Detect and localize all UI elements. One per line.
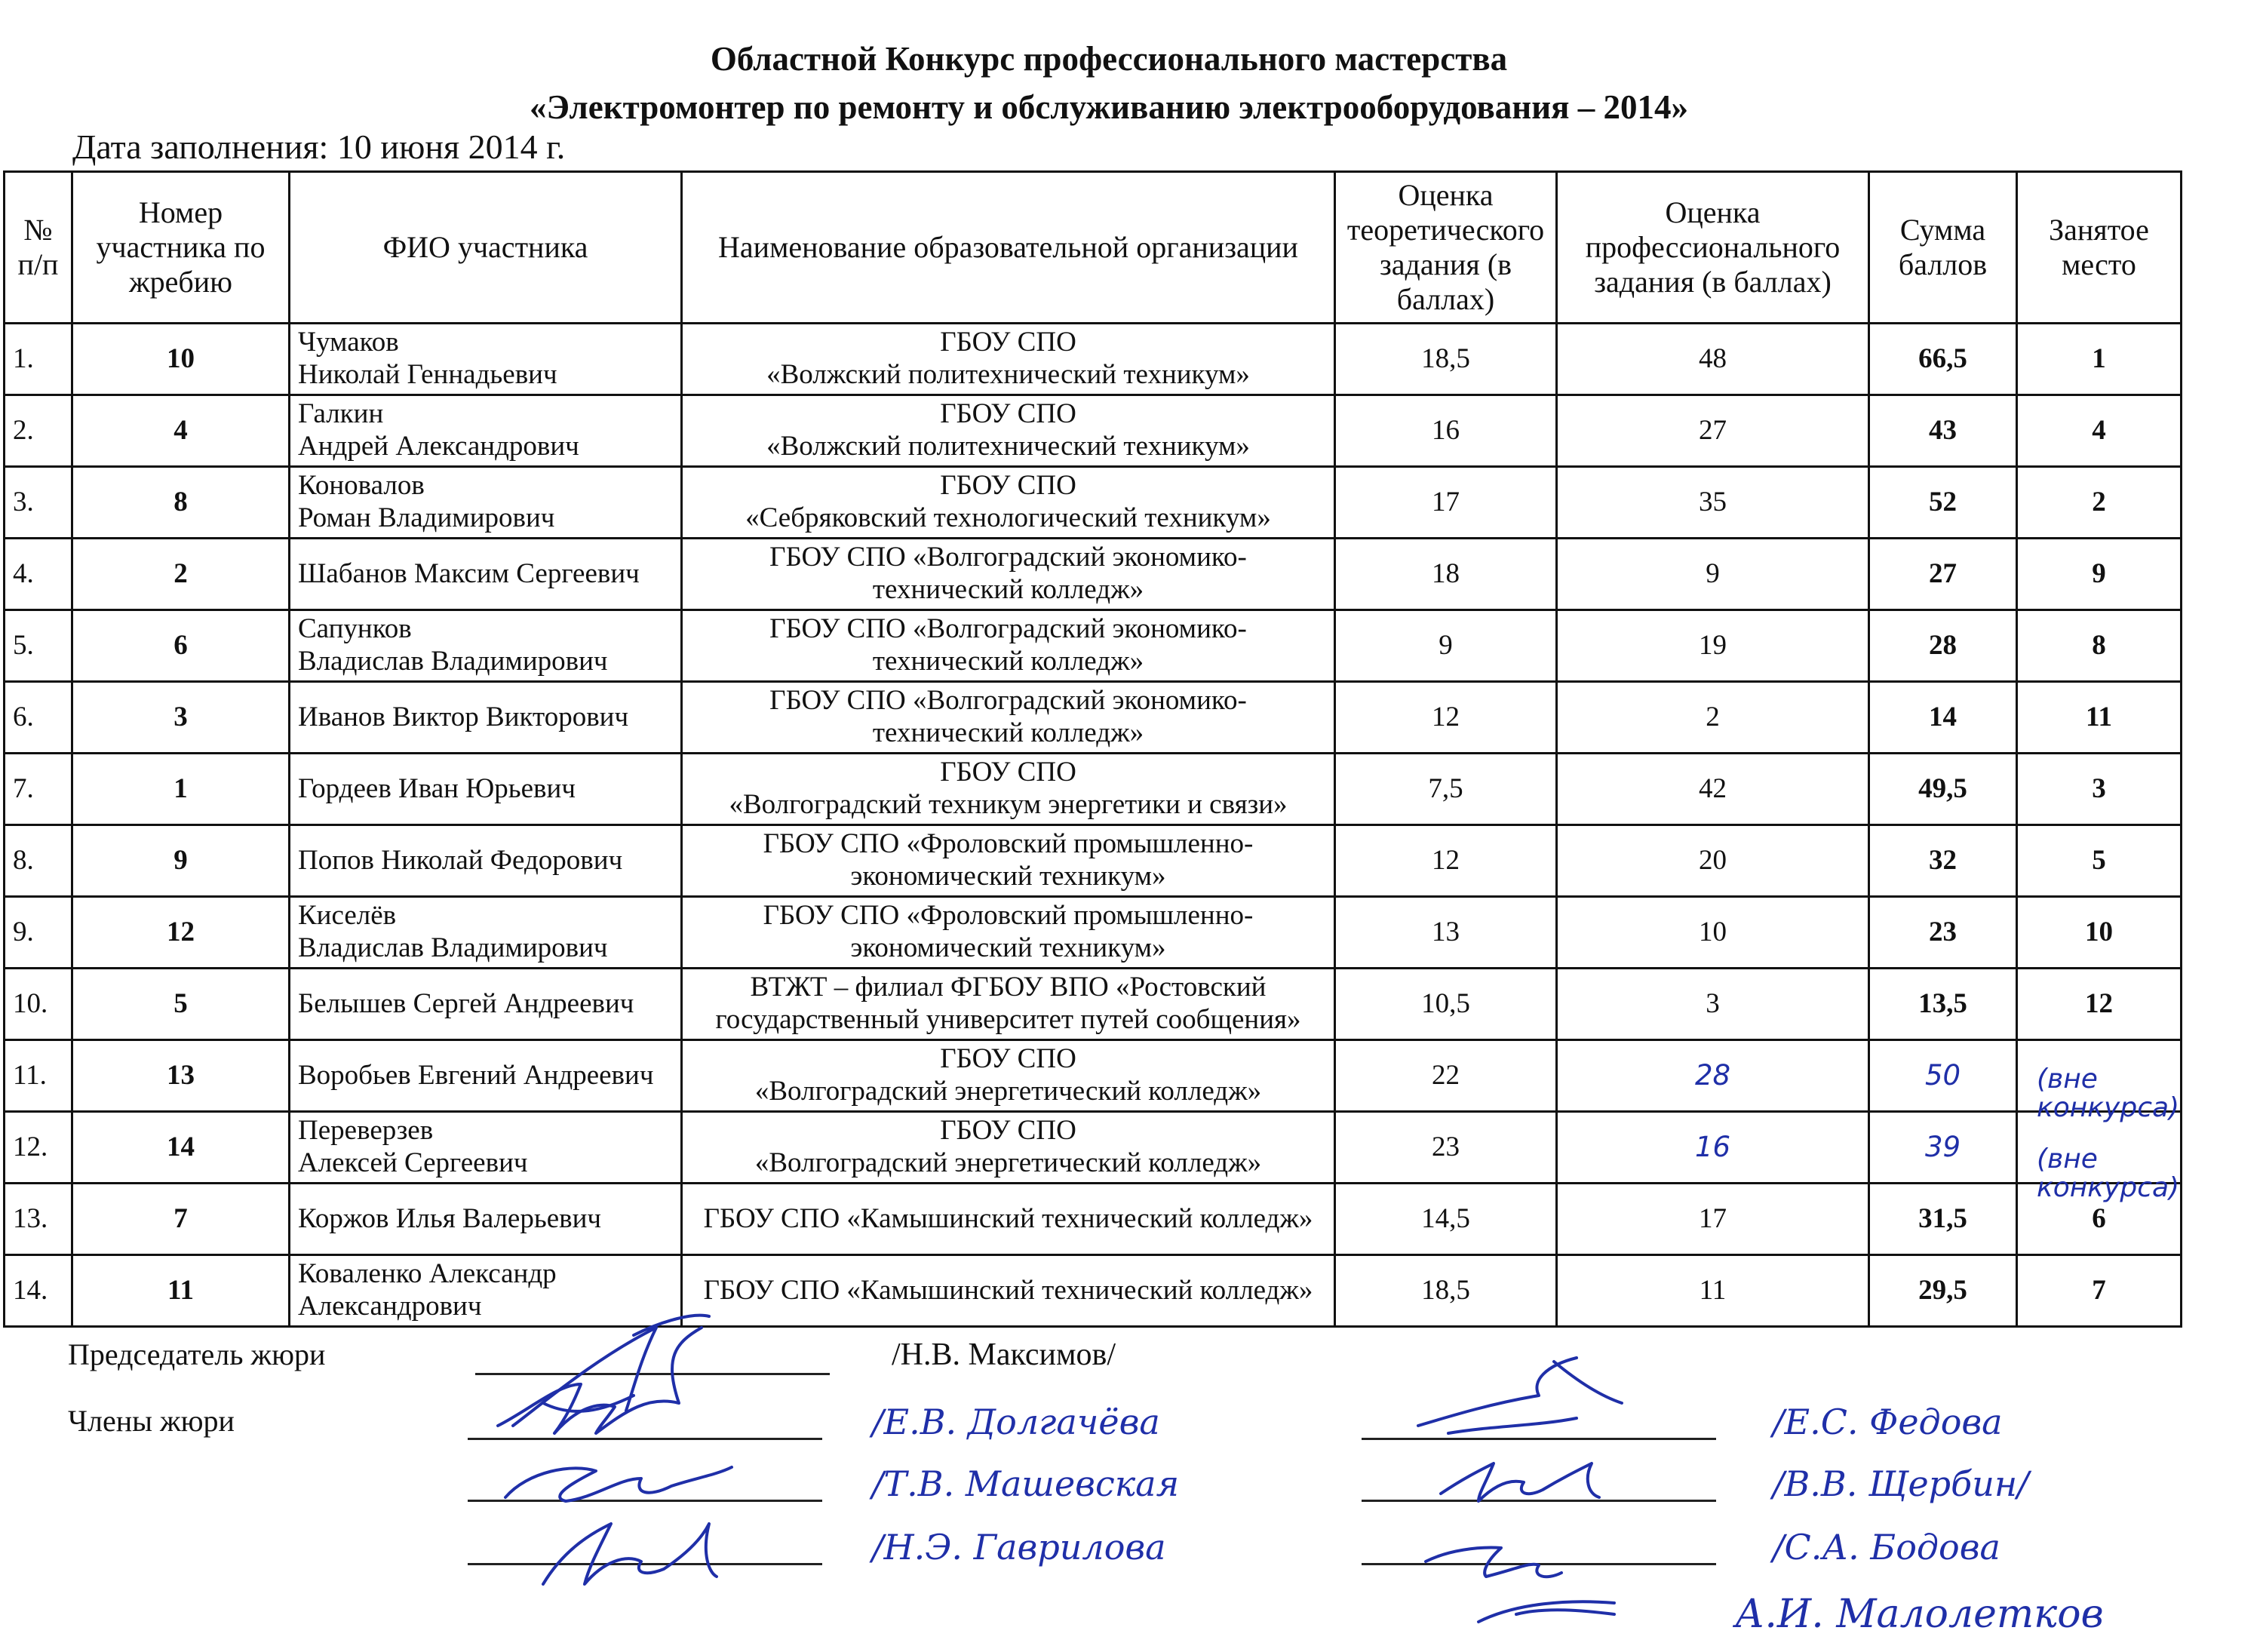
cell-place: 12 <box>2017 969 2182 1040</box>
table-row <box>5 324 2182 395</box>
header-organization: Наименование образовательной организации <box>682 172 1335 324</box>
table-row <box>5 754 2182 825</box>
cell-organization: ГБОУ СПО «Волжский политехнический техникум» <box>682 395 1335 467</box>
cell-practical-score: 48 <box>1557 324 1869 395</box>
cell-total-score: 31,5 <box>1869 1184 2017 1255</box>
cell-theory-score: 7,5 <box>1335 754 1557 825</box>
cell-practical-score: 35 <box>1557 467 1869 539</box>
cell-participant-name: Попов Николай Федорович <box>290 825 682 897</box>
cell-theory-score: 18,5 <box>1335 1255 1557 1327</box>
cell-practical-score: 19 <box>1557 610 1869 682</box>
cell-theory-score: 13 <box>1335 897 1557 969</box>
table-row <box>5 1184 2182 1255</box>
cell-theory-score: 22 <box>1335 1040 1557 1112</box>
table-row <box>5 395 2182 467</box>
cell-place: 7 <box>2017 1255 2182 1327</box>
cell-participant-name: Иванов Виктор Викторович <box>290 682 682 754</box>
cell-number: 7. <box>5 754 72 825</box>
cell-place: 9 <box>2017 539 2182 610</box>
cell-participant-name: Коновалов Роман Владимирович <box>290 467 682 539</box>
cell-total-score: 66,5 <box>1869 324 2017 395</box>
cell-organization: ГБОУ СПО «Волжский политехнический техникум» <box>682 324 1335 395</box>
cell-practical-score: 20 <box>1557 825 1869 897</box>
jury-member-name: /В.В. Щербин/ <box>1773 1463 2029 1504</box>
header-participant-name: ФИО участника <box>290 172 682 324</box>
cell-number: 2. <box>5 395 72 467</box>
cell-organization: ГБОУ СПО «Фроловский промышленно- экономический техникум» <box>682 825 1335 897</box>
cell-lot-number: 11 <box>72 1255 290 1327</box>
table-row <box>5 1112 2182 1184</box>
table-row <box>5 610 2182 682</box>
cell-participant-name: Гордеев Иван Юрьевич <box>290 754 682 825</box>
cell-organization: ГБОУ СПО «Камышинский технический колледж» <box>682 1255 1335 1327</box>
header-practical-score: Оценка профессионального задания (в баллах) <box>1557 172 1869 324</box>
cell-theory-score: 14,5 <box>1335 1184 1557 1255</box>
cell-theory-score: 12 <box>1335 682 1557 754</box>
cell-organization: ГБОУ СПО «Волгоградский экономико- технический колледж» <box>682 539 1335 610</box>
cell-place: 3 <box>2017 754 2182 825</box>
cell-number: 8. <box>5 825 72 897</box>
contest-name: «Электромонтер по ремонту и обслуживанию электрооборудования – 2014» <box>530 88 1688 126</box>
jury-member-name: /С.А. Бодова <box>1773 1527 2000 1568</box>
cell-practical-score: 16 <box>1557 1112 1869 1184</box>
cell-lot-number: 2 <box>72 539 290 610</box>
cell-organization: ГБОУ СПО «Себряковский технологический техникум» <box>682 467 1335 539</box>
cell-number: 3. <box>5 467 72 539</box>
cell-lot-number: 1 <box>72 754 290 825</box>
cell-total-score: 14 <box>1869 682 2017 754</box>
cell-organization: ГБОУ СПО «Волгоградский экономико- технический колледж» <box>682 610 1335 682</box>
cell-lot-number: 14 <box>72 1112 290 1184</box>
cell-place: 6 <box>2017 1184 2182 1255</box>
cell-theory-score: 18,5 <box>1335 324 1557 395</box>
jury-members-label: Члены жюри <box>68 1404 235 1438</box>
header-total-score: Сумма баллов <box>1869 172 2017 324</box>
cell-total-score: 27 <box>1869 539 2017 610</box>
out-of-competition-note: (вне конкурса) <box>2037 1144 2180 1203</box>
cell-total-score: 13,5 <box>1869 969 2017 1040</box>
cell-theory-score: 23 <box>1335 1112 1557 1184</box>
cell-number: 6. <box>5 682 72 754</box>
cell-organization: ГБОУ СПО «Камышинский технический колледж» <box>682 1184 1335 1255</box>
cell-total-score: 39 <box>1869 1112 2017 1184</box>
cell-place: 1 <box>2017 324 2182 395</box>
cell-organization: ВТЖТ – филиал ФГБОУ ВПО «Ростовский государственный университет путей сообщения» <box>682 969 1335 1040</box>
signature-scribble <box>483 1313 785 1614</box>
cell-lot-number: 5 <box>72 969 290 1040</box>
cell-number: 12. <box>5 1112 72 1184</box>
cell-organization: ГБОУ СПО «Волгоградский энергетический колледж» <box>682 1040 1335 1112</box>
cell-total-score: 32 <box>1869 825 2017 897</box>
fill-date: Дата заполнения: 10 июня 2014 г. <box>72 127 566 166</box>
cell-theory-score: 16 <box>1335 395 1557 467</box>
table-row <box>5 539 2182 610</box>
cell-theory-score: 9 <box>1335 610 1557 682</box>
document-title: Областной Конкурс профессионального мастерства <box>710 40 1508 78</box>
cell-number: 14. <box>5 1255 72 1327</box>
cell-participant-name: Чумаков Николай Геннадьевич <box>290 324 682 395</box>
cell-number: 11. <box>5 1040 72 1112</box>
cell-participant-name: Воробьев Евгений Андреевич <box>290 1040 682 1112</box>
cell-place: 4 <box>2017 395 2182 467</box>
cell-practical-score: 11 <box>1557 1255 1869 1327</box>
cell-practical-score: 3 <box>1557 969 1869 1040</box>
jury-chair-label: Председатель жюри <box>68 1337 326 1371</box>
cell-lot-number: 10 <box>72 324 290 395</box>
cell-theory-score: 17 <box>1335 467 1557 539</box>
cell-participant-name: Киселёв Владислав Владимирович <box>290 897 682 969</box>
cell-practical-score: 9 <box>1557 539 1869 610</box>
cell-place: 5 <box>2017 825 2182 897</box>
cell-practical-score: 17 <box>1557 1184 1869 1255</box>
cell-organization: ГБОУ СПО «Волгоградский экономико- технический колледж» <box>682 682 1335 754</box>
table-row <box>5 897 2182 969</box>
cell-total-score: 28 <box>1869 610 2017 682</box>
cell-place: 2 <box>2017 467 2182 539</box>
cell-practical-score: 2 <box>1557 682 1869 754</box>
cell-number: 13. <box>5 1184 72 1255</box>
cell-theory-score: 12 <box>1335 825 1557 897</box>
cell-total-score: 49,5 <box>1869 754 2017 825</box>
cell-place: 10 <box>2017 897 2182 969</box>
cell-practical-score: 10 <box>1557 897 1869 969</box>
cell-total-score: 50 <box>1869 1040 2017 1112</box>
cell-participant-name: Галкин Андрей Александрович <box>290 395 682 467</box>
jury-member-name: /Т.В. Машевская <box>872 1463 1180 1504</box>
cell-lot-number: 9 <box>72 825 290 897</box>
cell-number: 5. <box>5 610 72 682</box>
header-theory-score: Оценка теоретического задания (в баллах) <box>1335 172 1557 324</box>
cell-theory-score: 10,5 <box>1335 969 1557 1040</box>
table-row <box>5 969 2182 1040</box>
cell-participant-name: Шабанов Максим Сергеевич <box>290 539 682 610</box>
cell-organization: ГБОУ СПО «Волгоградский энергетический колледж» <box>682 1112 1335 1184</box>
cell-organization: ГБОУ СПО «Волгоградский техникум энергетики и связи» <box>682 754 1335 825</box>
cell-participant-name: Коржов Илья Валерьевич <box>290 1184 682 1255</box>
cell-number: 1. <box>5 324 72 395</box>
cell-participant-name: Переверзев Алексей Сергеевич <box>290 1112 682 1184</box>
cell-place: 8 <box>2017 610 2182 682</box>
cell-lot-number: 4 <box>72 395 290 467</box>
jury-chair-name: /Н.В. Максимов/ <box>892 1337 1116 1372</box>
header-place: Занятое место <box>2017 172 2182 324</box>
table-row <box>5 1040 2182 1112</box>
cell-practical-score: 27 <box>1557 395 1869 467</box>
table-row <box>5 682 2182 754</box>
cell-lot-number: 6 <box>72 610 290 682</box>
cell-lot-number: 12 <box>72 897 290 969</box>
table-row <box>5 467 2182 539</box>
cell-participant-name: Сапунков Владислав Владимирович <box>290 610 682 682</box>
table-row <box>5 825 2182 897</box>
cell-theory-score: 18 <box>1335 539 1557 610</box>
out-of-competition-note: (вне конкурса) <box>2037 1064 2180 1123</box>
cell-total-score: 43 <box>1869 395 2017 467</box>
cell-lot-number: 3 <box>72 682 290 754</box>
cell-participant-name: Белышев Сергей Андреевич <box>290 969 682 1040</box>
cell-lot-number: 13 <box>72 1040 290 1112</box>
jury-member-name: /Е.В. Долгачёва <box>872 1402 1160 1442</box>
jury-member-name: /Е.С. Федова <box>1773 1402 2003 1442</box>
results-table <box>3 170 2182 1328</box>
signature-scribble <box>1403 1350 1720 1652</box>
cell-number: 10. <box>5 969 72 1040</box>
cell-number: 9. <box>5 897 72 969</box>
cell-organization: ГБОУ СПО «Фроловский промышленно- экономический техникум» <box>682 897 1335 969</box>
cell-lot-number: 8 <box>72 467 290 539</box>
cell-total-score: 23 <box>1869 897 2017 969</box>
header-no: № п/п <box>5 172 72 324</box>
cell-total-score: 29,5 <box>1869 1255 2017 1327</box>
cell-practical-score: 28 <box>1557 1040 1869 1112</box>
cell-lot-number: 7 <box>72 1184 290 1255</box>
cell-practical-score: 42 <box>1557 754 1869 825</box>
cell-number: 4. <box>5 539 72 610</box>
jury-member-name: /Н.Э. Гаврилова <box>872 1527 1166 1568</box>
jury-member-name: А.И. Малолетков <box>1735 1592 2104 1637</box>
table-row <box>5 1255 2182 1327</box>
table-header-row <box>5 172 2182 324</box>
cell-total-score: 52 <box>1869 467 2017 539</box>
cell-place: 11 <box>2017 682 2182 754</box>
header-lot-number: Номер участника по жребию <box>72 172 290 324</box>
cell-participant-name: Коваленко Александр Александрович <box>290 1255 682 1327</box>
